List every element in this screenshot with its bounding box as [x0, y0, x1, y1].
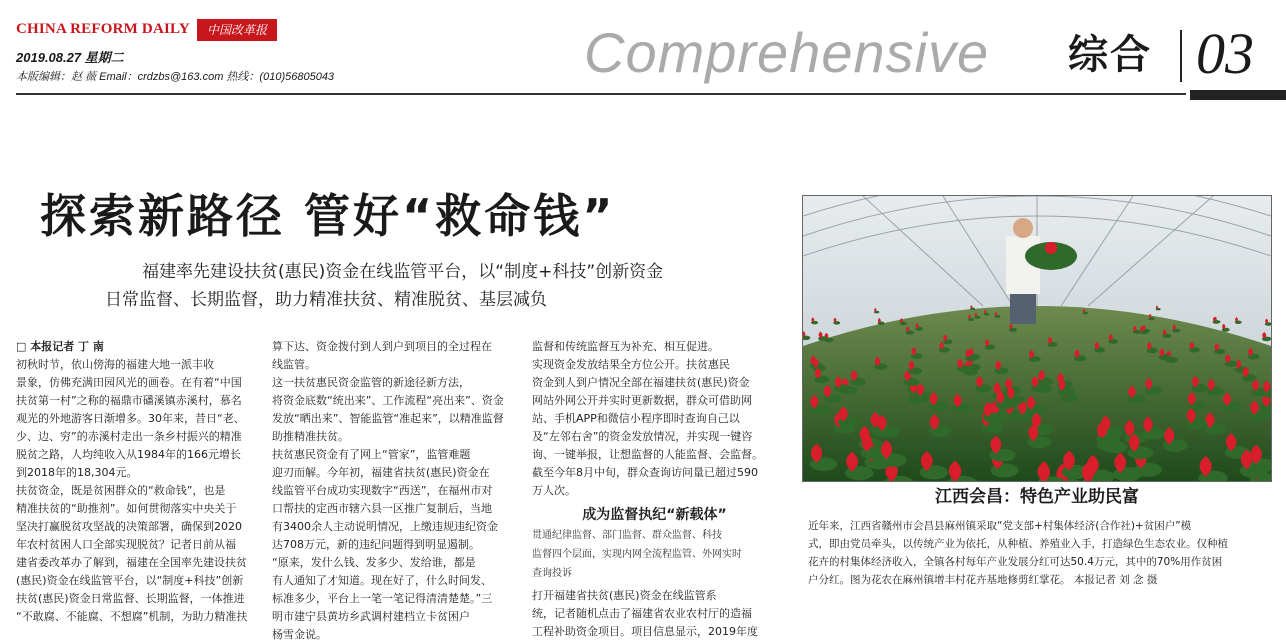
- byline: □ 本报记者 丁 南: [16, 340, 104, 353]
- column-line: 发放“晒出来”、智能监管“准起来”，以精准监督: [272, 412, 504, 425]
- column-line: (惠民)资金在线监管平台，以“制度+科技”创新: [16, 574, 244, 587]
- section-name-en: Comprehensive: [584, 21, 990, 84]
- column-line: 脱贫之路，人均纯收入从1984年的166元增长: [16, 448, 241, 461]
- column-line: 万人次。: [532, 484, 576, 497]
- greenhouse-flower-photo: [802, 195, 1272, 482]
- column-line: 实现资金发放结果全方位公开。扶贫惠民: [532, 358, 730, 371]
- column-line: 达708万元，新的违纪问题得到明显遏制。: [272, 538, 480, 551]
- column-line: 资金到人到户情况全部在福建扶贫(惠民)资金: [532, 376, 750, 389]
- page-number: 03: [1196, 21, 1254, 86]
- column-line: 迎刃而解。今年初，福建省扶贫(惠民)资金在: [272, 466, 490, 479]
- column-line: 截至今年8月中旬，群众查询访问量已超过590: [532, 466, 758, 479]
- header-rule: [16, 93, 1186, 95]
- caption-line: 户分红。图为花农在麻州镇增丰村花卉基地修剪红掌花。 本报记者 刘 念 摄: [808, 574, 1158, 586]
- editor-contact-line: 本版编辑：赵 薇 Email：crdzbs@163.com 热线：(010)56805043: [16, 71, 335, 83]
- column-line: 景象，仿佛充满田园风光的画卷。在有着“中国: [16, 376, 242, 389]
- column-line: 明市建宁县黄坊乡武调村建档立卡贫困户: [272, 610, 470, 623]
- column-line: 到2018年的18,304元。: [16, 466, 138, 479]
- column-line: 询、一键举报，让想监督的人能监督、会监督。: [532, 448, 763, 461]
- section-name-cn: 综合: [1068, 32, 1152, 78]
- column-line: “不敢腐、不能腐、不想腐”机制，为助力精准扶: [16, 610, 248, 623]
- caption-line: 近年来，江西省赣州市会昌县麻州镇采取“党支部+村集体经济(合作社)+贫困户”模: [808, 520, 1192, 532]
- article-subheadline-line-2: 日常监督、长期监督，助力精准扶贫、精准脱贫、基层减负: [105, 290, 547, 310]
- issue-date: 2019.08.27 星期二: [16, 50, 124, 65]
- column-line: 站、手机APP和微信小程序即时查询自己以: [532, 412, 740, 425]
- column-line: 网站外网公开并实时更新数据，群众可借助网: [532, 394, 752, 407]
- column-line: 算下达、资金拨付到人到户到项目的全过程在: [272, 340, 492, 353]
- photo-caption: [808, 517, 1274, 589]
- section-divider: [1180, 30, 1182, 82]
- column-line: 打开福建省扶贫(惠民)资金在线监管系: [532, 589, 717, 602]
- column-line: 线监管平台成功实现数字“西送”，在福州市对: [272, 484, 493, 497]
- column-line: 助推精准扶贫。: [272, 430, 349, 443]
- column-line: 有3400余人主动说明情况，上缴违规违纪资金: [272, 520, 498, 533]
- photo-illustration: [803, 196, 1271, 481]
- column-line: 标准多少，平台上一笔一笔记得清清楚楚。”三: [272, 592, 493, 605]
- column-line: 初秋时节，依山傍海的福建大地一派丰收: [16, 358, 214, 371]
- column-line: 少、边、穷”的赤溪村走出一条乡村振兴的精准: [16, 430, 242, 443]
- column-line: 监督和传统监督互为补充、相互促进。: [532, 340, 719, 353]
- photo-title: 江西会昌：特色产业助民富: [935, 487, 1139, 507]
- column-line: 口帮扶的定西市辖六县一区推广复制后，当地: [272, 502, 492, 515]
- subtitle-summary-line: 监督四个层面，实现内网全流程监管、外网实时: [532, 549, 742, 560]
- masthead-name-en: CHINA REFORM DAILY: [16, 21, 190, 37]
- column-line: 扶贫(惠民)资金日常监督、长期监督，一体推进: [16, 592, 245, 605]
- column-line: 将资金底数“统出来”、工作流程“亮出来”、资金: [272, 394, 504, 407]
- column-line: 有人通知了才知道。现在好了，什么时间发、: [272, 574, 492, 587]
- article-column-1: [16, 338, 256, 626]
- article-column-2: [272, 338, 517, 644]
- caption-line: 花卉的村集体经济收入，全镇各村每年产业发展分红可达50.4万元，其中的70%用作贫困: [808, 556, 1223, 568]
- header-rule-thick: [1190, 90, 1286, 100]
- column-line: 工程补助资金项目。项目信息显示，2019年度: [532, 625, 758, 638]
- column-line: 观光的外地游客日渐增多。30年来，昔日“老、: [16, 412, 245, 425]
- article-headline: 探索新路径 管好“救命钱”: [40, 189, 616, 243]
- column-line: 建省委改革办了解到，福建在全国率先建设扶贫: [16, 556, 247, 569]
- column-line: 精准扶贫的“助推剂”。如何贯彻落实中央关于: [16, 502, 237, 515]
- article-column-3: [532, 338, 777, 641]
- column-line: 及“左邻右舍”的资金发放情况，并实现一键咨: [532, 430, 753, 443]
- subtitle-summary-line: 查询投诉: [532, 568, 572, 579]
- column-line: 统，记者随机点击了福建省农业农村厅的造福: [532, 607, 752, 620]
- column-line: 扶贫惠民资金有了网上“管家”，监管难题: [272, 448, 471, 461]
- column-line: 扶贫资金，既是贫困群众的“救命钱”，也是: [16, 484, 226, 497]
- article-subheadline-line-1: 福建率先建设扶贫(惠民)资金在线监管平台，以“制度+科技”创新资金: [142, 262, 664, 282]
- column-line: 坚决打赢脱贫攻坚战的决策部署，确保到2020: [16, 520, 242, 533]
- caption-line: 式，即由党员牵头，以传统产业为依托，从种植、养殖业入手，打造绿色生态农业。仅种植: [808, 538, 1228, 550]
- column-line: 年农村贫困人口全部实现脱贫？记者日前从福: [16, 538, 236, 551]
- masthead-logo-cn: 中国改革报: [197, 19, 277, 41]
- column-line: 扶贫第一村”之称的福鼎市磻溪镇赤溪村，慕名: [16, 394, 242, 407]
- subtitle-summary-line: 贯通纪律监督、部门监督、群众监督、科技: [532, 530, 722, 541]
- column-line: 线监管。: [272, 358, 316, 371]
- column-line: “原来，发什么钱、发多少、发给谁，都是: [272, 556, 476, 569]
- column-line: 这一扶贫惠民资金监管的新途径新方法，: [272, 376, 470, 389]
- column-line: 杨雪金说。: [272, 628, 327, 641]
- section-subtitle: 成为监督执纪“新载体”: [582, 507, 727, 523]
